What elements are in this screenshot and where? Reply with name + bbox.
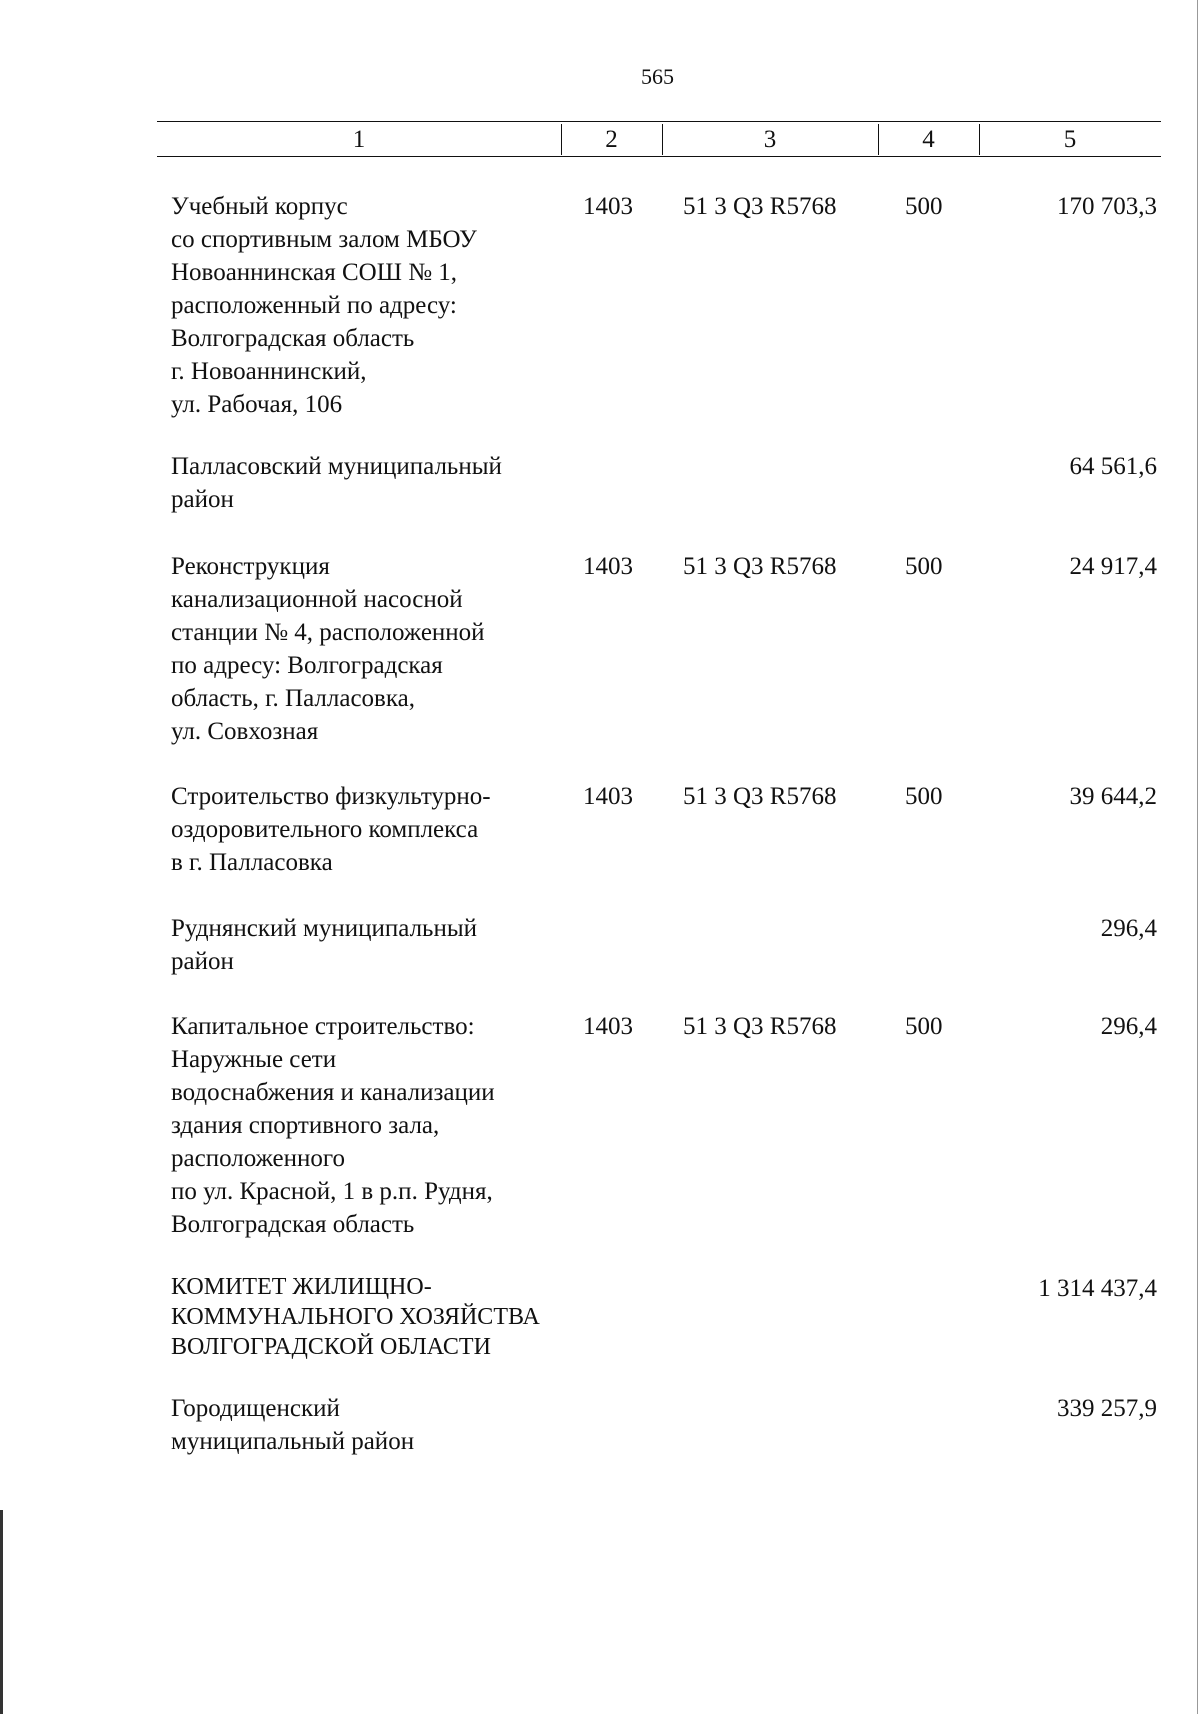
row-name: Руднянский муниципальный район [171, 915, 478, 975]
page-number: 565 [641, 64, 674, 89]
column-header-4: 4 [922, 126, 935, 153]
row-section-code: 1403 [583, 783, 633, 810]
row-section-code: 1403 [583, 193, 633, 220]
column-header-1: 1 [352, 126, 366, 153]
row-name: КОМИТЕТ ЖИЛИЩНО- КОММУНАЛЬНОГО ХОЗЯЙСТВА ВОЛГОГРАДСКОЙ ОБЛАСТИ [171, 1274, 540, 1360]
row-target-code: 51 3 Q3 R5768 [683, 553, 837, 580]
row-name: Городищенский муниципальный район [171, 1395, 415, 1455]
row-expense-type: 500 [905, 553, 943, 580]
row-target-code: 51 3 Q3 R5768 [683, 193, 837, 220]
row-amount: 339 257,9 [1057, 1395, 1157, 1422]
row-name: Капитальное строительство: Наружные сети водоснабжения и канализации здания спортивного зала, расположенного по ул. Красной, 1 в р.п. Рудня, Волгоградская область [171, 1013, 495, 1238]
row-amount: 296,4 [1100, 915, 1157, 942]
row-name: Строительство физкультурно- оздоровительного комплекса в г. Палласовка [171, 783, 491, 876]
row-expense-type: 500 [905, 783, 943, 810]
table-header-top-rule [157, 121, 1161, 122]
table-header [157, 124, 1161, 155]
scan-edge-left [0, 1510, 3, 1714]
row-amount: 170 703,3 [1057, 193, 1157, 220]
row-amount: 296,4 [1100, 1013, 1157, 1040]
row-target-code: 51 3 Q3 R5768 [683, 1013, 837, 1040]
row-amount: 1 314 437,4 [1038, 1275, 1157, 1302]
row-name: Учебный корпус со спортивным залом МБОУ Новоаннинская СОШ № 1, расположенный по адресу: Волгоградская область г. Новоаннинский, ул. Рабочая, 106 [171, 193, 477, 418]
row-amount: 24 917,4 [1069, 553, 1157, 580]
row-section-code: 1403 [583, 553, 633, 580]
row-name: Реконструкция канализационной насосной станции № 4, расположенной по адресу: Волгоградская область, г. Палласовка, ул. Совхозная [171, 553, 485, 745]
column-header-3: 3 [763, 126, 777, 153]
scan-edge-right [1197, 0, 1198, 1714]
row-amount: 39 644,2 [1069, 783, 1157, 810]
row-name: Палласовский муниципальный район [171, 453, 502, 513]
row-expense-type: 500 [905, 193, 943, 220]
table-header-bottom-rule [157, 156, 1161, 157]
row-expense-type: 500 [905, 1013, 943, 1040]
column-header-5: 5 [1063, 126, 1077, 153]
row-target-code: 51 3 Q3 R5768 [683, 783, 837, 810]
row-amount: 64 561,6 [1069, 453, 1157, 480]
column-header-2: 2 [605, 126, 618, 153]
row-section-code: 1403 [583, 1013, 633, 1040]
